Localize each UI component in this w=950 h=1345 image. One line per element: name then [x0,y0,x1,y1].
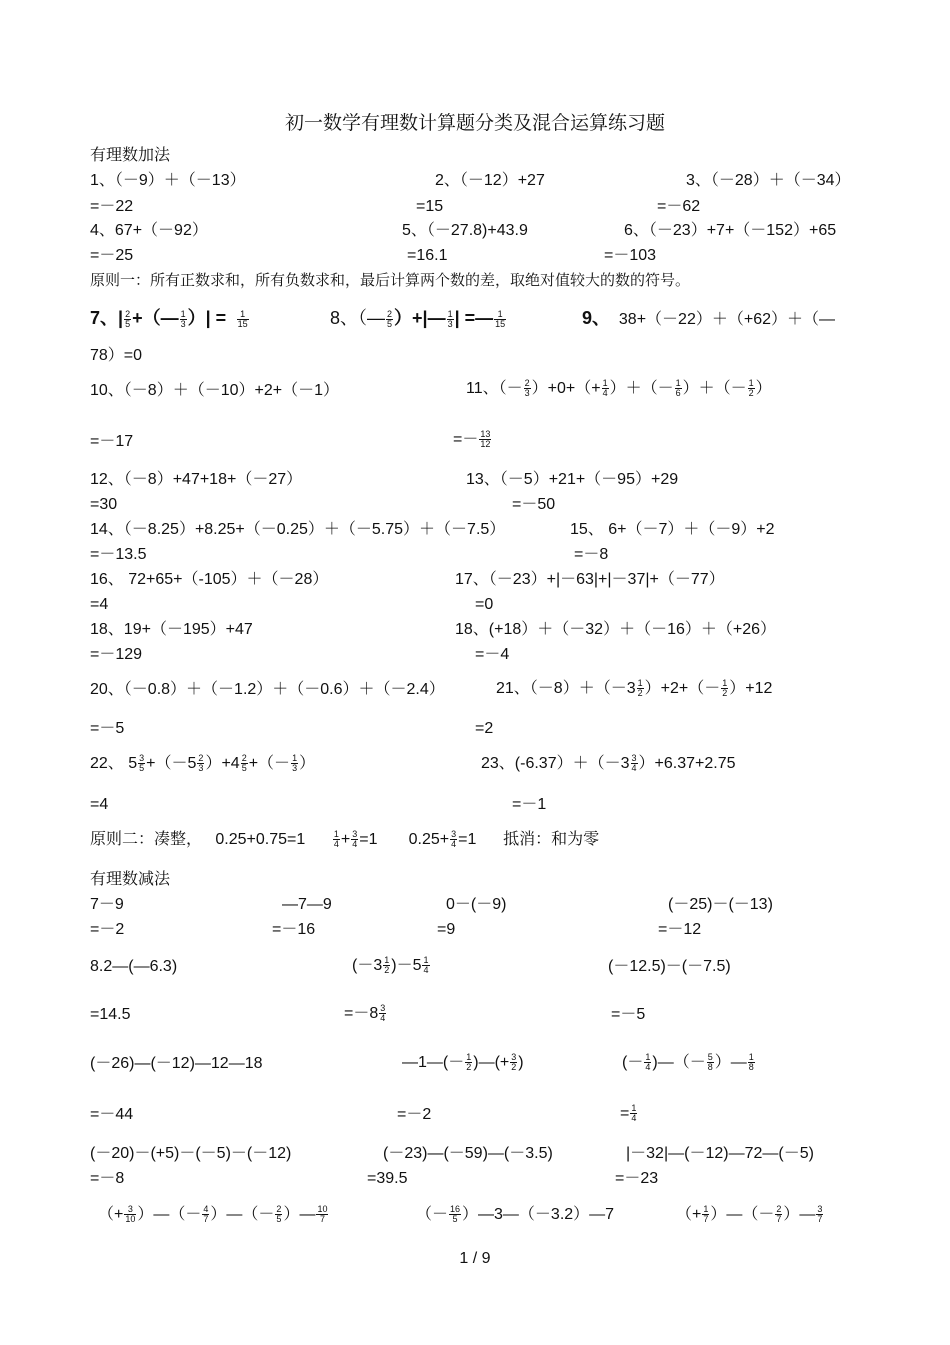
denominator: 4 [645,1062,651,1073]
fraction [524,379,531,398]
expr-part: = [620,1105,630,1122]
expr-part: ）＋（－ [609,380,674,397]
fraction [351,830,358,849]
sub-problem: —7—9 [282,896,332,913]
sub-answer: =－2 [397,1106,432,1123]
fraction [637,679,644,698]
problem-6: 6、（－23）+7+（－152）+65 [624,222,837,239]
denominator: 4 [380,1013,386,1024]
answer-fraction [494,310,506,329]
expr-part: ）— [283,1206,316,1223]
expr-part: ）—（－ [210,1206,275,1223]
answer-18b: =－4 [475,646,510,663]
answer-22: =4 [90,796,109,813]
answer-10: =－17 [90,433,134,450]
expr-part: =1 [458,831,477,848]
denominator: 4 [631,763,637,774]
denominator: 5 [125,319,131,330]
fraction [316,1205,328,1224]
expr-part: +（— [132,308,179,328]
denominator: 5 [139,763,145,774]
page-title: 初一数学有理数计算题分类及混合运算练习题 [284,112,665,134]
expr-part: ）—3—（－3.2）—7 [462,1206,615,1223]
answer-16: =4 [90,596,109,613]
sub-problem: (－20)－(+5)－(－5)－(－12) [90,1145,292,1162]
fraction [124,1205,136,1224]
numerator: 3 [380,1003,386,1014]
fraction [721,679,728,698]
numerator: 3 [139,753,145,764]
denominator: 4 [602,388,608,399]
sub-problem [98,1205,329,1225]
denominator: 2 [722,688,728,699]
fraction [775,1205,782,1224]
denominator: 5 [276,1214,282,1225]
expr-part: ）— [714,1054,747,1071]
numerator: 2 [125,309,131,320]
answer-17: =0 [475,596,494,613]
answer-18a: =－129 [90,646,143,663]
fraction [510,1053,517,1072]
fraction [275,1205,282,1224]
problem-7 [90,308,250,330]
denominator: 3 [447,319,453,330]
sub-problem [352,956,431,976]
sub-answer: =39.5 [367,1170,408,1187]
problem-9-label: 9、 [582,308,611,328]
numerator: 1 [602,378,608,389]
expr-part: ）+6.37+2.75 [638,755,736,772]
sub-problem: (－23)—(－59)—(－3.5) [383,1145,553,1162]
fraction [465,1053,472,1072]
answer-13: =－50 [512,496,556,513]
problem-9-continued: 78）=0 [90,347,143,364]
denominator: 15 [495,319,506,330]
denominator: 5 [452,1214,458,1225]
sub-answer [620,1104,638,1124]
denominator: 2 [748,388,754,399]
problem-18b: 18、(+18）＋（－32）＋（－16）＋（+26） [455,621,777,638]
denominator: 15 [237,319,248,330]
denominator: 7 [319,1214,325,1225]
sub-answer: =9 [437,921,456,938]
problem-7-label: 7、 [90,308,119,328]
expr-part: =1 [359,831,378,848]
sub-answer: =－12 [658,921,702,938]
denominator: 10 [125,1214,136,1225]
numerator: 3 [451,829,457,840]
answer-3: =－62 [657,198,701,215]
denominator: 4 [451,839,457,850]
denominator: 4 [423,965,429,976]
denominator: 4 [631,1113,637,1124]
fraction [386,310,393,329]
sub-problem [416,1205,614,1225]
denominator: 3 [524,388,530,399]
numerator: 1 [466,1052,472,1063]
numerator: 16 [450,1204,461,1215]
sub-answer: =－8 [90,1170,125,1187]
numerator: 1 [292,753,298,764]
answer-11 [453,430,492,450]
expr-part: ）＋（－ [682,380,747,397]
numerator: 2 [776,1204,782,1215]
numerator: 3 [631,753,637,764]
cancel-rule: 抵消：和为零 [503,829,600,848]
numerator: 10 [317,1204,328,1215]
expr-part: 21、（－8）＋（－3 [496,680,636,697]
expr-part: =－8 [344,1005,379,1022]
sub-problem: 0－(－9) [446,896,507,913]
sub-answer: =－2 [90,921,125,938]
problem-9 [582,308,835,330]
numerator: 1 [637,678,643,689]
problem-22 [90,754,315,774]
numerator: 1 [237,310,249,320]
answer-1: =－22 [90,198,134,215]
sub-answer: =14.5 [90,1006,131,1023]
sub-problem: (－25)－(－13) [668,896,773,913]
sub-problem: |－32|—(－12)—72—(－5) [626,1145,814,1162]
numerator: 1 [703,1204,709,1215]
problem-15: 15、 6+（－7）＋（－9）+2 [570,521,775,538]
numerator: 1 [447,309,453,320]
answer-4: =－25 [90,247,134,264]
expr-part: （－ [416,1206,449,1223]
numerator: 3 [511,1052,517,1063]
denominator: 7 [703,1214,709,1225]
fraction [449,1205,461,1224]
expr-part: | =— [454,308,494,328]
numerator: 3 [352,829,358,840]
rule-two [90,829,599,850]
sub-answer: =－16 [272,921,316,938]
problem-14: 14、（－8.25）+8.25+（－0.25）＋（－5.75）＋（－7.5） [90,521,506,538]
expr-part: ）—（－ [710,1206,775,1223]
fraction [291,754,298,773]
sub-problem: (－12.5)－(－7.5) [608,958,731,975]
answer-fraction [379,1004,386,1023]
answer-14: =－13.5 [90,546,147,563]
fraction [631,754,638,773]
denominator: 5 [387,319,393,330]
fraction [748,1053,755,1072]
expr-part: =－ [453,431,479,448]
fraction [602,379,609,398]
answer-fraction [237,310,249,329]
denominator: 2 [384,965,390,976]
answer-12: =30 [90,496,118,513]
denominator: 7 [817,1214,823,1225]
answer-21: =2 [475,720,494,737]
fraction [202,1205,209,1224]
numerator: 2 [524,378,530,389]
expr-part: +（－5 [146,755,197,772]
fraction [644,1053,651,1072]
page-number: 1 / 9 [459,1250,491,1267]
problem-4: 4、67+（－92） [90,222,208,239]
expr-part: （+ [676,1206,702,1223]
expr-part: )－5 [391,957,422,974]
expr-part: ）+2+（－ [644,680,721,697]
problem-5: 5、（－27.8)+43.9 [402,222,528,239]
expr-part: 0.25+ [408,831,450,848]
numerator: 4 [203,1204,209,1215]
expr-part: (－ [622,1054,644,1071]
denominator: 7 [776,1214,782,1225]
expr-part: + [340,831,351,848]
denominator: 4 [333,839,339,850]
expr-part: +（－ [248,755,291,772]
expr-part: ）—（－ [137,1206,202,1223]
abs-open: | [118,308,124,328]
numerator: 1 [722,678,728,689]
fraction [450,830,457,849]
numerator: 2 [276,1204,282,1215]
problem-3: 3、（－28）＋（－34） [686,172,851,189]
expr-part: )—（－ [652,1054,706,1071]
subtraction-heading: 有理数减法 [90,869,171,888]
sub-problem [402,1053,524,1073]
expr-part: ）| = [187,308,227,328]
problem-8 [330,308,507,330]
expr-part: 11、（－ [466,380,523,397]
sub-problem [676,1205,824,1225]
expr-part: 23、(-6.37）＋（－3 [481,755,630,772]
denominator: 8 [707,1062,713,1073]
answer-2: =15 [416,198,444,215]
answer-fraction [630,1104,637,1123]
answer-20: =－5 [90,720,125,737]
expr-part: ）+12 [729,680,773,697]
expr-part: ） [299,755,316,772]
problem-10: 10、（－8）＋（－10）+2+（－1） [90,382,339,399]
problem-13: 13、（－5）+21+（－95）+29 [466,471,679,488]
sub-problem [622,1053,756,1073]
answer-5: =16.1 [407,247,448,264]
numerator: 1 [180,309,186,320]
expr-part: ）+0+（+ [531,380,601,397]
fraction [124,310,131,329]
expr-part: )—(+ [473,1054,510,1071]
numerator: 1 [384,955,390,966]
problem-1: 1、（－9）＋（－13） [90,172,246,189]
expr-part: (－3 [352,957,383,974]
problem-23 [481,754,736,774]
expr-part: 38+（－22）＋（+62）＋（— [618,311,835,328]
denominator: 2 [511,1062,517,1073]
expr-part: 0.25+0.75=1 [215,831,306,848]
problem-20: 20、（－0.8）＋（－1.2）＋（－0.6）＋（－2.4） [90,681,445,698]
sub-answer: =－5 [611,1006,646,1023]
numerator: 1 [631,1103,637,1114]
numerator: 5 [707,1052,713,1063]
expr-part: ）+4 [205,755,240,772]
denominator: 3 [292,763,298,774]
expr-part: （— [358,308,386,328]
numerator: 1 [645,1052,651,1063]
denominator: 2 [466,1062,472,1073]
sub-problem: 7－9 [90,896,124,913]
fraction [707,1053,714,1072]
rule-one: 原则一：所有正数求和，所有负数求和，最后计算两个数的差，取绝对值较大的数的符号。 [90,271,691,289]
denominator: 2 [637,688,643,699]
fraction [702,1205,709,1224]
numerator: 1 [748,1052,754,1063]
fraction [197,754,204,773]
answer-15: =－8 [574,546,609,563]
denominator: 4 [352,839,358,850]
numerator: 1 [423,955,429,966]
sub-problem: 8.2—(—6.3) [90,958,178,975]
numerator: 1 [675,378,681,389]
denominator: 5 [241,763,247,774]
fraction [180,310,187,329]
numerator: 3 [817,1204,823,1215]
numerator: 2 [241,753,247,764]
fraction [675,379,682,398]
numerator: 2 [198,753,204,764]
addition-heading: 有理数加法 [90,145,171,164]
denominator: 3 [180,319,186,330]
fraction [383,956,390,975]
numerator: 1 [333,829,339,840]
fraction [138,754,145,773]
answer-23: =－1 [512,796,547,813]
fraction [422,956,429,975]
problem-2: 2、（－12）+27 [435,172,545,189]
expr-part: ） [755,380,772,397]
denominator: 7 [203,1214,209,1225]
denominator: 6 [675,388,681,399]
problem-12: 12、（－8）+47+18+（－27） [90,471,303,488]
answer-6: =－103 [604,247,657,264]
problem-11 [466,379,772,399]
problem-16: 16、 72+65+（-105）＋（－28） [90,571,329,588]
expr-part: （+ [98,1206,124,1223]
numerator: 13 [480,429,491,440]
expr-part: —1—(－ [402,1054,465,1071]
denominator: 12 [480,439,491,450]
problem-18a: 18、19+（－195）+47 [90,621,253,638]
rule-two-label: 原则二：凑整， [90,829,203,848]
problem-17: 17、（－23）+|－63|+|－37|+（－77） [455,571,725,588]
answer-fraction [479,430,491,449]
sub-answer [344,1004,387,1024]
denominator: 8 [748,1062,754,1073]
numerator: 1 [494,310,506,320]
fraction [241,754,248,773]
expr-part: ) [518,1054,524,1071]
fraction [447,310,454,329]
fraction [816,1205,823,1224]
numerator: 2 [387,309,393,320]
expr-part: ）— [783,1206,816,1223]
sub-problem: (－26)—(－12)—12—18 [90,1055,263,1072]
denominator: 3 [198,763,204,774]
problem-8-label: 8、 [330,308,359,328]
fraction [333,830,340,849]
problem-21 [496,679,772,699]
numerator: 3 [124,1205,136,1215]
numerator: 1 [748,378,754,389]
sub-answer: =－23 [615,1170,659,1187]
expr-part: 22、 5 [90,755,138,772]
fraction [748,379,755,398]
expr-part: ）+|— [394,308,446,328]
sub-answer: =－44 [90,1106,134,1123]
